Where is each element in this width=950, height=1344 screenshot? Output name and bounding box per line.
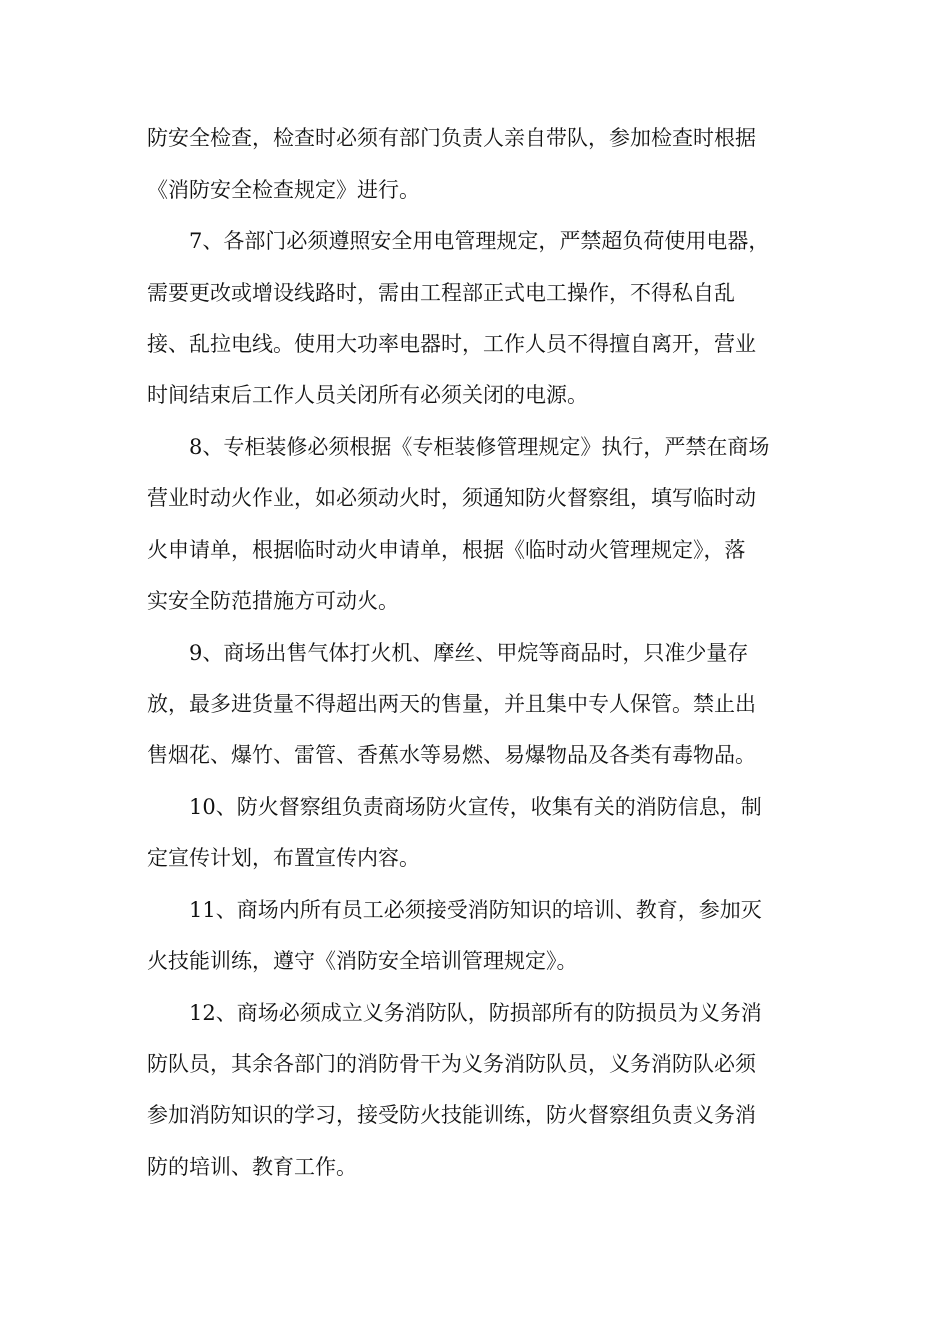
text-line: 9、商场出售气体打火机、摩丝、甲烷等商品时，只准少量存 xyxy=(189,641,749,665)
text-line: 需要更改或增设线路时，需由工程部正式电工操作，不得私自乱 xyxy=(147,281,735,305)
text-line: 放，最多进货量不得超出两天的售量，并且集中专人保管。禁止出 xyxy=(147,692,756,716)
text-line: 10、防火督察组负责商场防火宣传，收集有关的消防信息，制 xyxy=(189,795,762,819)
text-line: 8、专柜装修必须根据《专柜装修管理规定》执行，严禁在商场 xyxy=(189,435,770,459)
text-line: 定宣传计划，布置宣传内容。 xyxy=(147,846,420,870)
text-line: 时间结束后工作人员关闭所有必须关闭的电源。 xyxy=(147,383,588,407)
text-line: 防的培训、教育工作。 xyxy=(147,1155,357,1179)
text-line: 售烟花、爆竹、雷管、香蕉水等易燃、易爆物品及各类有毒物品。 xyxy=(147,743,756,767)
text-line: 12、商场必须成立义务消防队，防损部所有的防损员为义务消 xyxy=(189,1001,762,1025)
text-line: 11、商场内所有员工必须接受消防知识的培训、教育，参加灭 xyxy=(189,898,762,922)
text-line: 参加消防知识的学习，接受防火技能训练，防火督察组负责义务消 xyxy=(147,1103,756,1127)
text-line: 接、乱拉电线。使用大功率电器时，工作人员不得擅自离开，营业 xyxy=(147,332,756,356)
text-line: 《消防安全检查规定》进行。 xyxy=(147,178,420,202)
text-line: 防安全检查，检查时必须有部门负责人亲自带队，参加检查时根据 xyxy=(147,126,756,150)
text-line: 防队员，其余各部门的消防骨干为义务消防队员，义务消防队必须 xyxy=(147,1052,756,1076)
text-line: 火申请单，根据临时动火申请单，根据《临时动火管理规定》，落 xyxy=(147,538,746,562)
text-line: 营业时动火作业，如必须动火时，须通知防火督察组，填写临时动 xyxy=(147,486,756,510)
text-line: 7、各部门必须遵照安全用电管理规定，严禁超负荷使用电器， xyxy=(189,229,770,253)
text-line: 火技能训练，遵守《消防安全培训管理规定》。 xyxy=(147,949,578,973)
text-line: 实安全防范措施方可动火。 xyxy=(147,589,399,613)
